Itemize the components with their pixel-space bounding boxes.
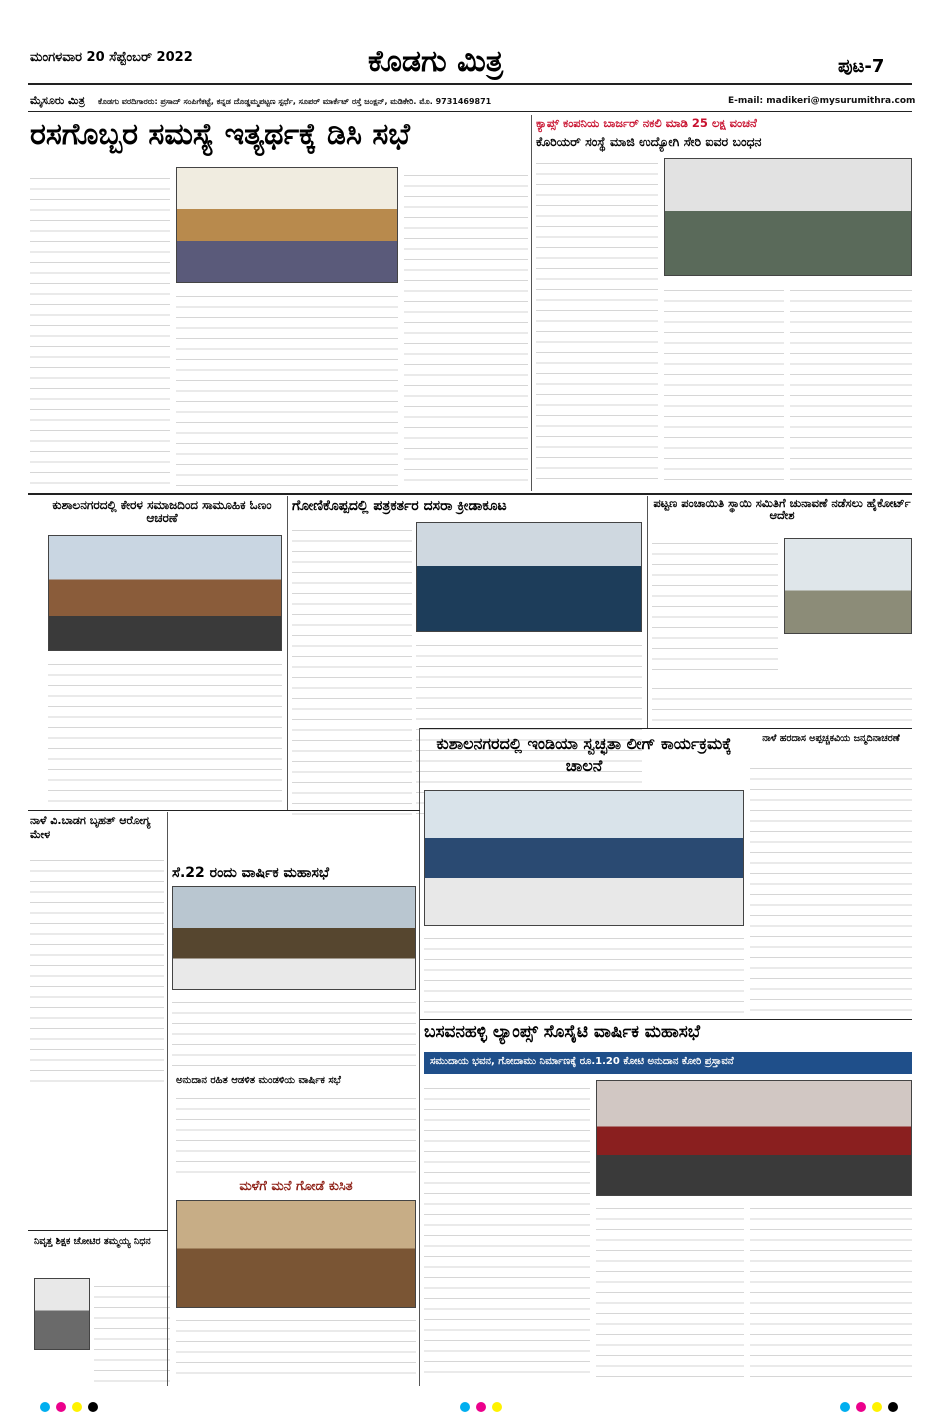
lamps-meeting-photo — [596, 1080, 912, 1196]
article-body — [292, 522, 412, 822]
article-body — [30, 170, 170, 488]
onam-photo — [48, 535, 282, 651]
column-rule — [647, 496, 648, 728]
article-body — [596, 1200, 744, 1382]
article-body — [652, 680, 912, 730]
publication-name: ಮೈಸೂರು ಮಿತ್ರ — [30, 94, 85, 107]
article-body — [172, 994, 416, 1070]
section-divider — [28, 1230, 168, 1231]
section-divider — [28, 810, 420, 811]
press-meet-photo — [172, 886, 416, 990]
registration-mark — [56, 1402, 66, 1412]
headline-dasara: ಗೋಣಿಕೊಪ್ಪದಲ್ಲಿ ಪತ್ರಕರ್ತರ ದಸರಾ ಕ್ರೀಡಾಕೂಟ — [292, 498, 507, 514]
article-body — [664, 282, 784, 488]
article-body — [790, 282, 912, 488]
page-number: ಪುಟ-7 — [838, 56, 885, 77]
article-body — [652, 535, 778, 675]
section-divider — [420, 1019, 912, 1020]
article-body — [424, 1080, 590, 1382]
swachhata-photo — [424, 790, 744, 926]
headline-appachakavi: ನಾಳೆ ಹರದಾಸ ಅಪ್ಪಚ್ಚಕವಿಯ ಜನ್ಮದಿನಾಚರಣೆ — [762, 733, 900, 744]
panchayat-photo — [784, 538, 912, 634]
issue-date: ಮಂಗಳವಾರ 20 ಸೆಪ್ಟೆಂಬರ್ 2022 — [30, 50, 193, 65]
headline-wall-collapse: ಮಳೆಗೆ ಮನೆ ಗೋಡೆ ಕುಸಿತ — [239, 1179, 353, 1194]
article-body — [424, 930, 744, 1016]
article-body — [48, 656, 282, 806]
headline-annual-meeting: ಸೆ.22 ರಂದು ವಾರ್ಷಿಕ ಮಹಾಸಭೆ — [172, 865, 330, 881]
masthead-rule — [28, 83, 912, 85]
article-body — [404, 167, 528, 488]
headline-highcourt: ಪಟ್ಟಣ ಪಂಚಾಯಿತಿ ಸ್ಥಾಯಿ ಸಮಿತಿಗೆ ಚುನಾವಣೆ ನಡೆಸಲು ಹೈಕೋರ್ಟ್ ಆದೇಶ — [653, 496, 911, 523]
article-body — [176, 288, 398, 488]
headline-swachhata: ಕುಶಾಲನಗರದಲ್ಲಿ ಇಂಡಿಯಾ ಸ್ವಚ್ಛತಾ ಲೀಗ್ ಕಾರ್ಯಕ್ರಮಕ್ಕೆ ಚಾಲನೆ — [436, 734, 732, 776]
kicker-fraud: ಕ್ಯಾಪ್ಸ್ ಕಂಪನಿಯ ಬಾರ್ಜರ್ ನಕಲಿ ಮಾಡಿ 25 ಲಕ್ಷ ವಂಚನೆ — [536, 116, 757, 130]
office-address: ಕೊಡಗು ವರದಿಗಾರರು: ಪ್ರಸಾದ್ ಸಂಪಿಗೆಕಟ್ಟೆ, ಕನ್ನಡ ದೊಡ್ಡಮ್ಮಪಟ್ಟಣ ಸ್ಪರ್ಧೆ, ಸೂಪರ್ ಮಾರ್ಕೆಟ್ ರಸ್ತೆ ಜಂಕ್ಷನ್, ಮಡಿಕೇರಿ. ಮೊ. 9731469871 — [98, 97, 492, 106]
meeting-photo — [176, 167, 398, 283]
section-divider — [28, 493, 912, 495]
headline-health-camp: ನಾಳೆ ವಿ.ಬಾಡಗ ಬೃಹತ್ ಆರೋಗ್ಯ ಮೇಳ — [30, 814, 151, 841]
article-body — [536, 155, 658, 488]
section-divider — [420, 728, 912, 729]
registration-mark — [460, 1402, 470, 1412]
column-rule — [531, 115, 532, 491]
article-body — [30, 852, 164, 1090]
registration-mark — [872, 1402, 882, 1412]
article-body — [750, 1200, 912, 1382]
sports-photo — [416, 522, 642, 632]
registration-mark — [840, 1402, 850, 1412]
article-body — [176, 1312, 416, 1382]
headline-obituary: ನಿವೃತ್ತ ಶಿಕ್ಷಕ ಚೋಟಿರ ತಮ್ಮಯ್ಯ ನಿಧನ — [34, 1236, 151, 1247]
subhead-lamps: ಸಮುದಾಯ ಭವನ, ಗೋದಾಮು ನಿರ್ಮಾಣಕ್ಕೆ ರೂ.1.20 ಕೋಟಿ ಅನುದಾನ ಕೋರಿ ಪ್ರಸ್ತಾವನೆ — [424, 1052, 912, 1074]
column-rule — [419, 728, 420, 1386]
headline-fertilizer: ರಸಗೊಬ್ಬರ ಸಮಸ್ಯೆ ಇತ್ಯರ್ಥಕ್ಕೆ ಡಿಸಿ ಸಭೆ — [30, 117, 410, 152]
registration-mark — [888, 1402, 898, 1412]
registration-mark — [40, 1402, 50, 1412]
registration-mark — [476, 1402, 486, 1412]
collapse-photo — [176, 1200, 416, 1308]
headline-management: ಅನುದಾನ ರಹಿತ ಆಡಳಿತ ಮಂಡಳಿಯ ವಾರ್ಷಿಕ ಸಭೆ — [176, 1075, 341, 1086]
registration-mark — [72, 1402, 82, 1412]
masthead-rule-2 — [28, 111, 912, 112]
column-rule — [287, 496, 288, 810]
headline-lamps: ಬಸವನಹಳ್ಳಿ ಲ್ಯಾಂಪ್ಸ್ ಸೊಸೈಟಿ ವಾರ್ಷಿಕ ಮಹಾಸಭೆ — [424, 1022, 701, 1042]
masthead-title: ಕೊಡಗು ಮಿತ್ರ — [368, 44, 504, 79]
portrait-photo — [34, 1278, 90, 1350]
column-rule — [167, 812, 168, 1386]
registration-mark — [88, 1402, 98, 1412]
registration-mark — [492, 1402, 502, 1412]
article-body — [750, 760, 912, 1016]
article-body — [176, 1090, 416, 1174]
article-body — [94, 1278, 170, 1382]
registration-mark — [856, 1402, 866, 1412]
contact-email: E-mail: madikeri@mysurumithra.com — [728, 96, 916, 106]
headline-courier: ಕೊರಿಯರ್ ಸಂಸ್ಥೆ ಮಾಜಿ ಉದ್ಯೋಗಿ ಸೇರಿ ಐವರ ಬಂಧನ — [536, 134, 762, 149]
arrest-photo — [664, 158, 912, 276]
headline-onam: ಕುಶಾಲನಗರದಲ್ಲಿ ಕೇರಳ ಸಮಾಜದಿಂದ ಸಾಮೂಹಿಕ ಓಣಂ ಆಚರಣೆ — [52, 498, 272, 525]
